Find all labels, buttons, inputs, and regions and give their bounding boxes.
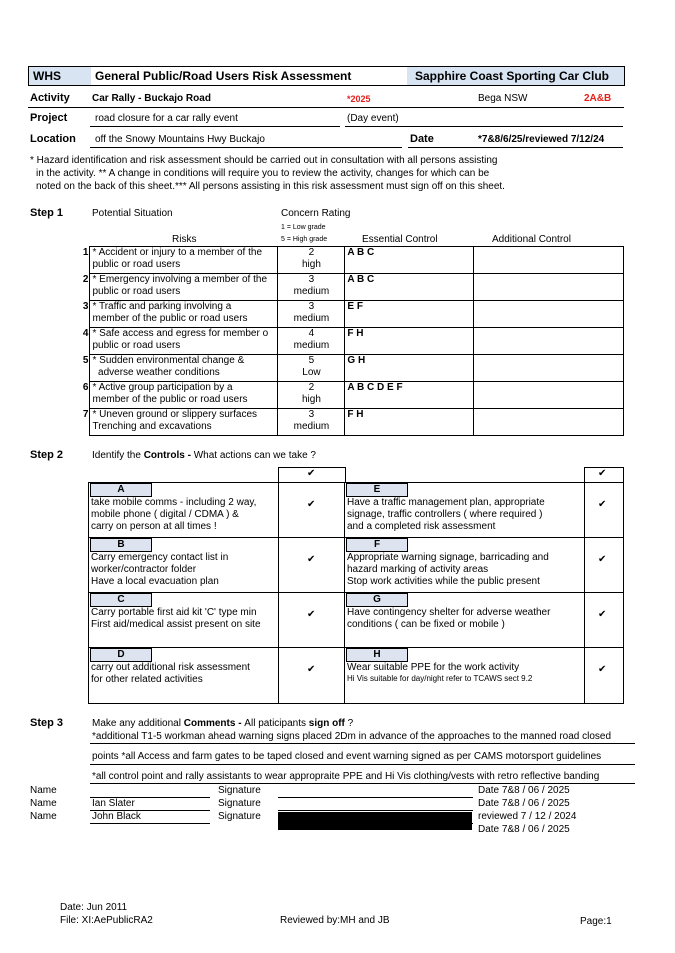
step3-prompt xyxy=(92,718,353,729)
control-codes: F H xyxy=(347,409,364,420)
risk-text: * Uneven ground or slippery surfaces xyxy=(92,409,258,420)
step3-label: Step 3 xyxy=(30,717,64,729)
control-codes: G H xyxy=(347,355,366,366)
footer-date: Date: Jun 2011 xyxy=(60,902,128,913)
risk-number xyxy=(80,409,90,436)
divider xyxy=(90,126,340,127)
signoff-date: Date 7&8 / 06 / 2025 xyxy=(478,785,570,796)
control-letter-b: B xyxy=(90,538,152,552)
location-label: Location xyxy=(30,133,76,145)
risk-description xyxy=(90,328,278,355)
risk-number-text: 7 xyxy=(82,408,89,420)
intro-line: noted on the back of this sheet.*** All persons assisting in this risk assessment must sign off on this sheet. xyxy=(36,181,505,192)
risk-text: * Emergency involving a member of the xyxy=(92,274,268,285)
control-letter-a: A xyxy=(90,483,152,497)
check-icon: ✔ xyxy=(307,609,316,620)
col-additional: Additional Control xyxy=(492,234,571,245)
control-text: Hi Vis suitable for day/night refer to TCAWS sect 9.2 xyxy=(347,674,533,683)
additional-control xyxy=(474,301,624,328)
control-codes: A B C xyxy=(347,274,375,285)
divider xyxy=(90,743,635,744)
risk-description xyxy=(90,409,278,436)
risk-text: member of the public or road users xyxy=(92,313,248,324)
risk-rating xyxy=(278,382,345,409)
step3-text: All paticipants xyxy=(244,718,309,729)
risk-number xyxy=(80,328,90,355)
control-text: mobile phone ( digital / CDMA ) & xyxy=(91,509,239,520)
control-codes: E F xyxy=(347,301,363,312)
risk-number xyxy=(80,355,90,382)
risk-text: public or road users xyxy=(92,259,181,270)
divider xyxy=(28,107,624,108)
risk-row xyxy=(80,328,624,355)
activity-year: *2025 xyxy=(347,94,371,104)
step2-text: What actions can we take ? xyxy=(193,450,316,461)
risk-row xyxy=(80,409,624,436)
date-label: Date xyxy=(410,133,434,145)
rating-text: 3 xyxy=(308,301,315,312)
risk-number xyxy=(80,247,90,274)
control-letter-h: H xyxy=(346,648,408,662)
divider xyxy=(90,764,635,765)
control-codes: A B C D E F xyxy=(347,382,403,393)
risk-description xyxy=(90,274,278,301)
activity-label: Activity xyxy=(30,92,70,104)
date-value: *7&8/6/25/reviewed 7/12/24 xyxy=(478,134,605,145)
control-text: Carry portable first aid kit 'C' type min xyxy=(91,607,257,618)
extra-date: Date 7&8 / 06 / 2025 xyxy=(478,824,570,835)
potential-situation: Potential Situation xyxy=(92,208,173,219)
step2-prompt xyxy=(92,450,316,461)
risk-text: public or road users xyxy=(92,286,181,297)
check-icon: ✔ xyxy=(598,664,607,675)
control-letter-f: F xyxy=(346,538,408,552)
risk-row xyxy=(80,355,624,382)
risk-number-text: 2 xyxy=(82,273,89,285)
project-value: road closure for a car rally event xyxy=(95,113,238,124)
control-letter-c: C xyxy=(90,593,152,607)
risk-number xyxy=(80,274,90,301)
risk-text: * Safe access and egress for member o xyxy=(92,328,269,339)
control-text: Carry emergency contact list in xyxy=(91,552,229,563)
risk-rating xyxy=(278,409,345,436)
risk-number-text: 4 xyxy=(82,327,89,339)
check-icon: ✔ xyxy=(598,609,607,620)
essential-control xyxy=(345,382,474,409)
essential-control xyxy=(345,328,474,355)
control-text: Have a local evacuation plan xyxy=(91,576,219,587)
essential-control xyxy=(345,409,474,436)
concern-rating: Concern Rating xyxy=(281,208,351,219)
additional-control xyxy=(474,409,624,436)
signature-line xyxy=(90,823,210,824)
control-codes: F H xyxy=(347,328,364,339)
risk-rating xyxy=(278,328,345,355)
check-icon: ✔ xyxy=(598,499,607,510)
step3-text-bold: sign off xyxy=(308,718,345,729)
step3-text: Make any additional xyxy=(92,718,184,729)
header-bar xyxy=(28,66,625,86)
control-text: First aid/medical assist present on site xyxy=(91,619,261,630)
risk-text: * Active group participation by a xyxy=(92,382,233,393)
step2-text-bold: Controls - xyxy=(143,450,194,461)
check-icon: ✔ xyxy=(307,554,316,565)
control-letter-d: D xyxy=(90,648,152,662)
divider xyxy=(90,147,402,148)
rating-text: high xyxy=(301,259,321,270)
additional-control xyxy=(474,355,624,382)
check-icon: ✔ xyxy=(307,499,316,510)
form-title: General Public/Road Users Risk Assessment xyxy=(95,69,352,83)
club-name: Sapphire Coast Sporting Car Club xyxy=(407,67,624,85)
risk-description xyxy=(90,301,278,328)
rating-text: medium xyxy=(293,286,330,297)
risk-description xyxy=(90,247,278,274)
risk-rating xyxy=(278,274,345,301)
low-grade-note: 1 = Low grade xyxy=(281,224,326,231)
signature-label: Signature xyxy=(218,798,261,809)
col-risks: Risks xyxy=(172,234,197,245)
rating-text: 3 xyxy=(308,409,315,420)
risk-rating xyxy=(278,301,345,328)
control-text: for other related activities xyxy=(91,674,203,685)
signature-line xyxy=(278,797,473,798)
step3-text: ? xyxy=(344,718,354,729)
rating-text: Low xyxy=(302,367,321,378)
control-text: Appropriate warning signage, barricading and xyxy=(347,552,549,563)
essential-control xyxy=(345,274,474,301)
risk-table xyxy=(80,246,624,436)
signature-label: Signature xyxy=(218,811,261,822)
intro-line: in the activity. ** A change in conditions will require you to review the activity, changes for which can be xyxy=(36,168,490,179)
signature-line xyxy=(278,810,473,811)
rating-text: 5 xyxy=(308,355,315,366)
high-grade-note: 5 = High grade xyxy=(281,236,328,243)
activity-place: Bega NSW xyxy=(478,93,528,104)
control-text: conditions ( can be fixed or mobile ) xyxy=(347,619,505,630)
signoff-date: Date 7&8 / 06 / 2025 xyxy=(478,798,570,809)
risk-row xyxy=(80,274,624,301)
control-letter-e: E xyxy=(346,483,408,497)
intro-line: * Hazard identification and risk assessment should be carried out in consultation with all persons assisting xyxy=(30,155,498,166)
rating-text: 3 xyxy=(308,274,315,285)
risk-description xyxy=(90,355,278,382)
control-text: take mobile comms - including 2 way, xyxy=(91,497,257,508)
check-icon: ✔ xyxy=(598,554,607,565)
divider xyxy=(408,147,623,148)
location-value: off the Snowy Mountains Hwy Buckajo xyxy=(95,134,265,145)
project-note: (Day event) xyxy=(347,113,399,124)
control-text: Stop work activities while the public present xyxy=(347,576,540,587)
control-text: signage, traffic controllers ( where required ) xyxy=(347,509,543,520)
project-label: Project xyxy=(30,112,68,124)
essential-control xyxy=(345,355,474,382)
signoff-date: reviewed 7 / 12 / 2024 xyxy=(478,811,577,822)
name-label: Name xyxy=(30,811,57,822)
step2-label: Step 2 xyxy=(30,449,64,461)
intro-text xyxy=(30,154,505,193)
signer-name: Ian Slater xyxy=(92,798,135,809)
risk-number xyxy=(80,382,90,409)
check-icon: ✔ xyxy=(307,468,316,479)
risk-rating xyxy=(278,355,345,382)
footer-file: File: XI:AePublicRA2 xyxy=(60,915,153,926)
rating-text: 2 xyxy=(308,247,315,258)
control-text: Have a traffic management plan, appropriate xyxy=(347,497,545,508)
risk-text: * Sudden environmental change & xyxy=(92,355,245,366)
name-label: Name xyxy=(30,785,57,796)
step2-text: Identify the xyxy=(92,450,144,461)
risk-text: public or road users xyxy=(92,340,181,351)
divider xyxy=(345,126,623,127)
risk-text: * Traffic and parking involving a xyxy=(92,301,232,312)
step3-text-bold: Comments - xyxy=(183,718,245,729)
rating-text: 2 xyxy=(308,382,315,393)
risk-text: * Accident or injury to a member of the xyxy=(92,247,263,258)
comment-line: *all control point and rally assistants to wear appropraite PPE and Hi Vis clothing/vests with retro reflective banding xyxy=(92,771,600,782)
check-icon: ✔ xyxy=(598,468,607,479)
redacted-signature xyxy=(278,812,472,830)
risk-description xyxy=(90,382,278,409)
rating-text: 4 xyxy=(308,328,315,339)
additional-control xyxy=(474,382,624,409)
risk-number-text: 5 xyxy=(82,354,89,366)
risk-row xyxy=(80,382,624,409)
divider xyxy=(90,783,635,784)
rating-text: medium xyxy=(293,340,330,351)
risk-number xyxy=(80,301,90,328)
risk-text: adverse weather conditions xyxy=(92,367,220,378)
name-label: Name xyxy=(30,798,57,809)
risk-rating xyxy=(278,247,345,274)
risk-text: member of the public or road users xyxy=(92,394,248,405)
step1-label: Step 1 xyxy=(30,207,64,219)
rating-text: high xyxy=(301,394,321,405)
whs-label: WHS xyxy=(29,67,91,85)
control-text: Wear suitable PPE for the work activity xyxy=(347,662,520,673)
additional-control xyxy=(474,247,624,274)
additional-control xyxy=(474,328,624,355)
risk-row xyxy=(80,301,624,328)
essential-control xyxy=(345,301,474,328)
risk-text: Trenching and excavations xyxy=(92,421,212,432)
signer-name: John Black xyxy=(92,811,141,822)
risk-number-text: 1 xyxy=(82,246,89,258)
control-text: and a completed risk assessment xyxy=(347,521,496,532)
control-text: Have contingency shelter for adverse weather xyxy=(347,607,551,618)
col-essential: Essential Control xyxy=(362,234,438,245)
risk-number-text: 6 xyxy=(82,381,89,393)
activity-value: Car Rally - Buckajo Road xyxy=(92,93,211,104)
control-text: worker/contractor folder xyxy=(91,564,197,575)
comment-line: points *all Access and farm gates to be taped closed and event warning signed as per CAMS motorsport guidelines xyxy=(92,751,602,762)
signature-label: Signature xyxy=(218,785,261,796)
control-letter-g: G xyxy=(346,593,408,607)
risk-row xyxy=(80,247,624,274)
footer-reviewed: Reviewed by:MH and JB xyxy=(280,915,390,926)
footer-page: Page:1 xyxy=(580,916,612,927)
activity-code: 2A&B xyxy=(584,93,612,104)
rating-text: medium xyxy=(293,313,330,324)
check-icon: ✔ xyxy=(307,664,316,675)
rating-text: medium xyxy=(293,421,330,432)
control-text: carry on person at all times ! xyxy=(91,521,217,532)
essential-control xyxy=(345,247,474,274)
control-codes: A B C xyxy=(347,247,375,258)
additional-control xyxy=(474,274,624,301)
control-text: hazard marking of activity areas xyxy=(347,564,489,575)
control-text: carry out additional risk assessment xyxy=(91,662,250,673)
risk-number-text: 3 xyxy=(82,300,89,312)
comment-line: *additional T1-5 workman ahead warning signs placed 2Dm in advance of the approaches to the manned road closed xyxy=(92,731,612,742)
